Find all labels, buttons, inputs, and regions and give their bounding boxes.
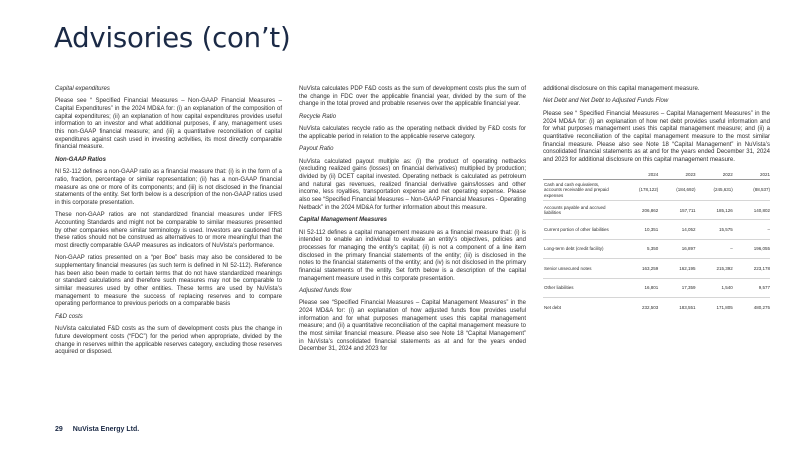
capital-management-heading: Capital Management Measures <box>299 217 387 224</box>
table-row <box>543 180 770 201</box>
non-gaap-ratios-paragraph-2: These non-GAAP ratios are not standardized financial measures under IFRS Accounting Standards and might not be comparable to similar measures presented by other companies where similar terminology is used. Investors are cautioned that these ratios should not be construed as alternatives to or more meaningful than the most directly comparable GAAP measures as indicators of NuVista’s performance. <box>55 212 282 249</box>
cell-value: 232,503 <box>641 304 659 310</box>
page-number: 29 <box>55 426 63 433</box>
non-gaap-ratios-paragraph-1: NI 52-112 defines a non-GAAP ratio as a financial measure that: (i) is in the form of a ratio, fraction, percentage or similar representation; (ii) has a non-GAAP financial measure as one or more of its components; and (iii) is not disclosed in the financial statements of the entity. Set forth below is a description of the non-GAAP ratios used in this corporate presentation. <box>55 169 282 206</box>
cell-value: 140,802 <box>733 201 770 220</box>
cell-value: 185,126 <box>696 201 733 220</box>
row-label: Senior unsecured notes <box>543 259 621 278</box>
cell-value: – <box>696 239 733 258</box>
non-gaap-ratios-paragraph-3: Non-GAAP ratios presented on a “per Boe” basis may also be considered to be supplementary financial measures (as such term is defined in NI 52-112). Reference has been also been made to certain terms that do not have standardized meanings or standard calculations and therefore such measures may not be comparable to similar measures used by other entities. These terms are used by NuVista’s management to measure the success of replacing reserves and to compare operating performance to previous periods on a comparable basis <box>55 255 282 308</box>
header-blank <box>543 170 621 180</box>
cell-value: 162,195 <box>658 259 695 278</box>
cell-value: 10,351 <box>621 220 658 239</box>
text-column-left <box>55 86 282 362</box>
cell-value: 15,575 <box>696 220 733 239</box>
footer <box>55 425 139 434</box>
cell-value: (88,537) <box>733 180 770 201</box>
cell-value: 16,897 <box>658 239 695 258</box>
cell-value: 17,359 <box>658 278 695 297</box>
cell-value: 157,711 <box>658 201 695 220</box>
row-label: Cash and cash equivalents, accounts receivable and prepaid expenses <box>543 180 621 201</box>
net-debt-table <box>543 170 770 317</box>
net-debt-heading: Net Debt and Net Debt to Adjusted Funds Flow <box>543 98 669 105</box>
table-row <box>543 201 770 220</box>
text-column-middle <box>299 86 526 359</box>
row-label: Net debt <box>544 304 562 310</box>
row-label: Accounts payable and accrued liabilities <box>543 201 621 220</box>
cell-value: 163,259 <box>621 259 658 278</box>
net-debt-table-header <box>543 170 770 180</box>
recycle-ratio-heading: Recycle Ratio <box>299 113 337 120</box>
adjusted-funds-flow-paragraph: Please see “Specified Financial Measures – Capital Management Measures” in the 2024 MD&A for: (i) an explanation of how adjusted funds flow provides useful information and for what purposes management uses this capital management measure; and (ii) a quantitative reconciliation of the capital management measure to the most similar financial measure. Please also see Note 18 “Capital Management” in NuVista’s consolidated financial statements as at and for the years ended December 31, 2024 and 2023 for <box>299 300 526 353</box>
payout-ratio-heading: Payout Ratio <box>299 146 334 153</box>
fd-costs-paragraph: NuVista calculated F&D costs as the sum of development costs plus the change in future development costs (“FDC”) for the period when appropriate, divided by the change in reserves within the applicable reserves category, excluding those reserves acquired or disposed. <box>55 326 282 356</box>
cell-value: 223,178 <box>733 259 770 278</box>
cell-value: 206,862 <box>621 201 658 220</box>
cell-value: 16,801 <box>621 278 658 297</box>
capex-heading: Capital expenditures <box>55 86 110 92</box>
capex-paragraph: Please see “ Specified Financial Measures – Non-GAAP Financial Measures – Capital Expenditures” in the 2024 MD&A for: (i) an explanation of the composition of capital expenditures; (ii) an explanation of how capital expenditures provides useful information to an investor and what additional purposes, if any, management uses this non-GAAP financial measure; and (iii) a quantitative reconciliation of capital expenditures against cash used in investing activities, its most directly comparable financial measure. <box>55 98 282 151</box>
company-name: NuVista Energy Ltd. <box>72 426 140 433</box>
non-gaap-ratios-heading: Non-GAAP Ratios <box>55 156 106 163</box>
table-row-total <box>543 297 770 316</box>
cell-value: 14,052 <box>658 220 695 239</box>
cell-value: (178,122) <box>621 180 658 201</box>
row-label: Long-term debt (credit facility) <box>543 239 621 258</box>
fd-costs-heading: F&D costs <box>55 313 83 320</box>
cell-value: (245,631) <box>696 180 733 201</box>
cell-value: 9,577 <box>733 278 770 297</box>
cell-value: 171,805 <box>716 304 733 310</box>
cell-value: 196,055 <box>733 239 770 258</box>
year-header: 2022 <box>696 170 733 180</box>
adjusted-funds-flow-heading: Adjusted funds flow <box>299 288 352 295</box>
cell-value: 5,350 <box>621 239 658 258</box>
year-header: 2023 <box>658 170 695 180</box>
cell-value: 215,392 <box>696 259 733 278</box>
cell-value: 183,551 <box>679 304 696 310</box>
cell-value: (184,692) <box>658 180 695 201</box>
year-header: 2021 <box>733 170 770 180</box>
page-title: Advisories (con’t) <box>54 22 291 54</box>
cell-value: 1,540 <box>696 278 733 297</box>
table-row <box>543 259 770 278</box>
adjusted-funds-flow-continued: additional disclosure on this capital management measure. <box>543 86 700 92</box>
payout-ratio-paragraph: NuVista calculated payout multiple as: (i) the product of operating netbacks (excluding realized gains (losses) on financial derivatives) multiplied by production; divided by (ii) DCET capital invested. Operating netback is calculated as petroleum and natural gas revenues, realized financial derivative gains/losses and other income, less royalties, transportation expense and net operating expense. Please also see “Specified Financial Measures – Non-GAAP Financial Measures - Operating Netback” in the 2024 MD&A for further information about this measure. <box>299 158 526 211</box>
net-debt-paragraph: Please see “ Specified Financial Measures – Capital Management Measures” in the 2024 MD&A for: (i) an explanation of how net debt provides useful information and for what purposes management uses this capital management measure; and (ii) a quantitative reconciliation of the capital management measure to the most similar financial measure. Please also see Note 18 “Capital Management” in NuVista’s consolidated financial statements as at and for the years ended December 31, 2024 and 2023 for additional disclosure on this capital management measure. <box>543 110 770 163</box>
cell-value: – <box>733 220 770 239</box>
row-label: Other liabilities <box>543 278 621 297</box>
pdp-fd-paragraph: NuVista calculates PDP F&D costs as the sum of development costs plus the sum of the change in FDC over the applicable financial year, divided by the sum of the change in the total proved and probable reserves over the applicable financial year. <box>299 86 526 108</box>
recycle-ratio-paragraph: NuVista calculates recycle ratio as the operating netback divided by F&D costs for the applicable period in relation to the applicable reserve category. <box>299 126 526 140</box>
year-header: 2024 <box>621 170 658 180</box>
table-row <box>543 239 770 258</box>
table-row <box>543 278 770 297</box>
row-label: Current portion of other liabilities <box>543 220 621 239</box>
text-column-right <box>543 86 770 316</box>
capital-management-paragraph: NI 52-112 defines a capital management measure as a financial measure that: (i) is intended to enable an individual to evaluate an entity’s objectives, policies and processes for managing the entity’s capital; (ii) is not a component of a line item disclosed in the primary financial statements of the entity; (iii) is disclosed in the notes to the financial statements of the entity; and (iv) is not disclosed in the primary financial statements of the entity. Set forth below is a description of the capital management measure used in this corporate presentation. <box>299 229 526 282</box>
cell-value: 480,275 <box>753 304 770 310</box>
table-row <box>543 220 770 239</box>
